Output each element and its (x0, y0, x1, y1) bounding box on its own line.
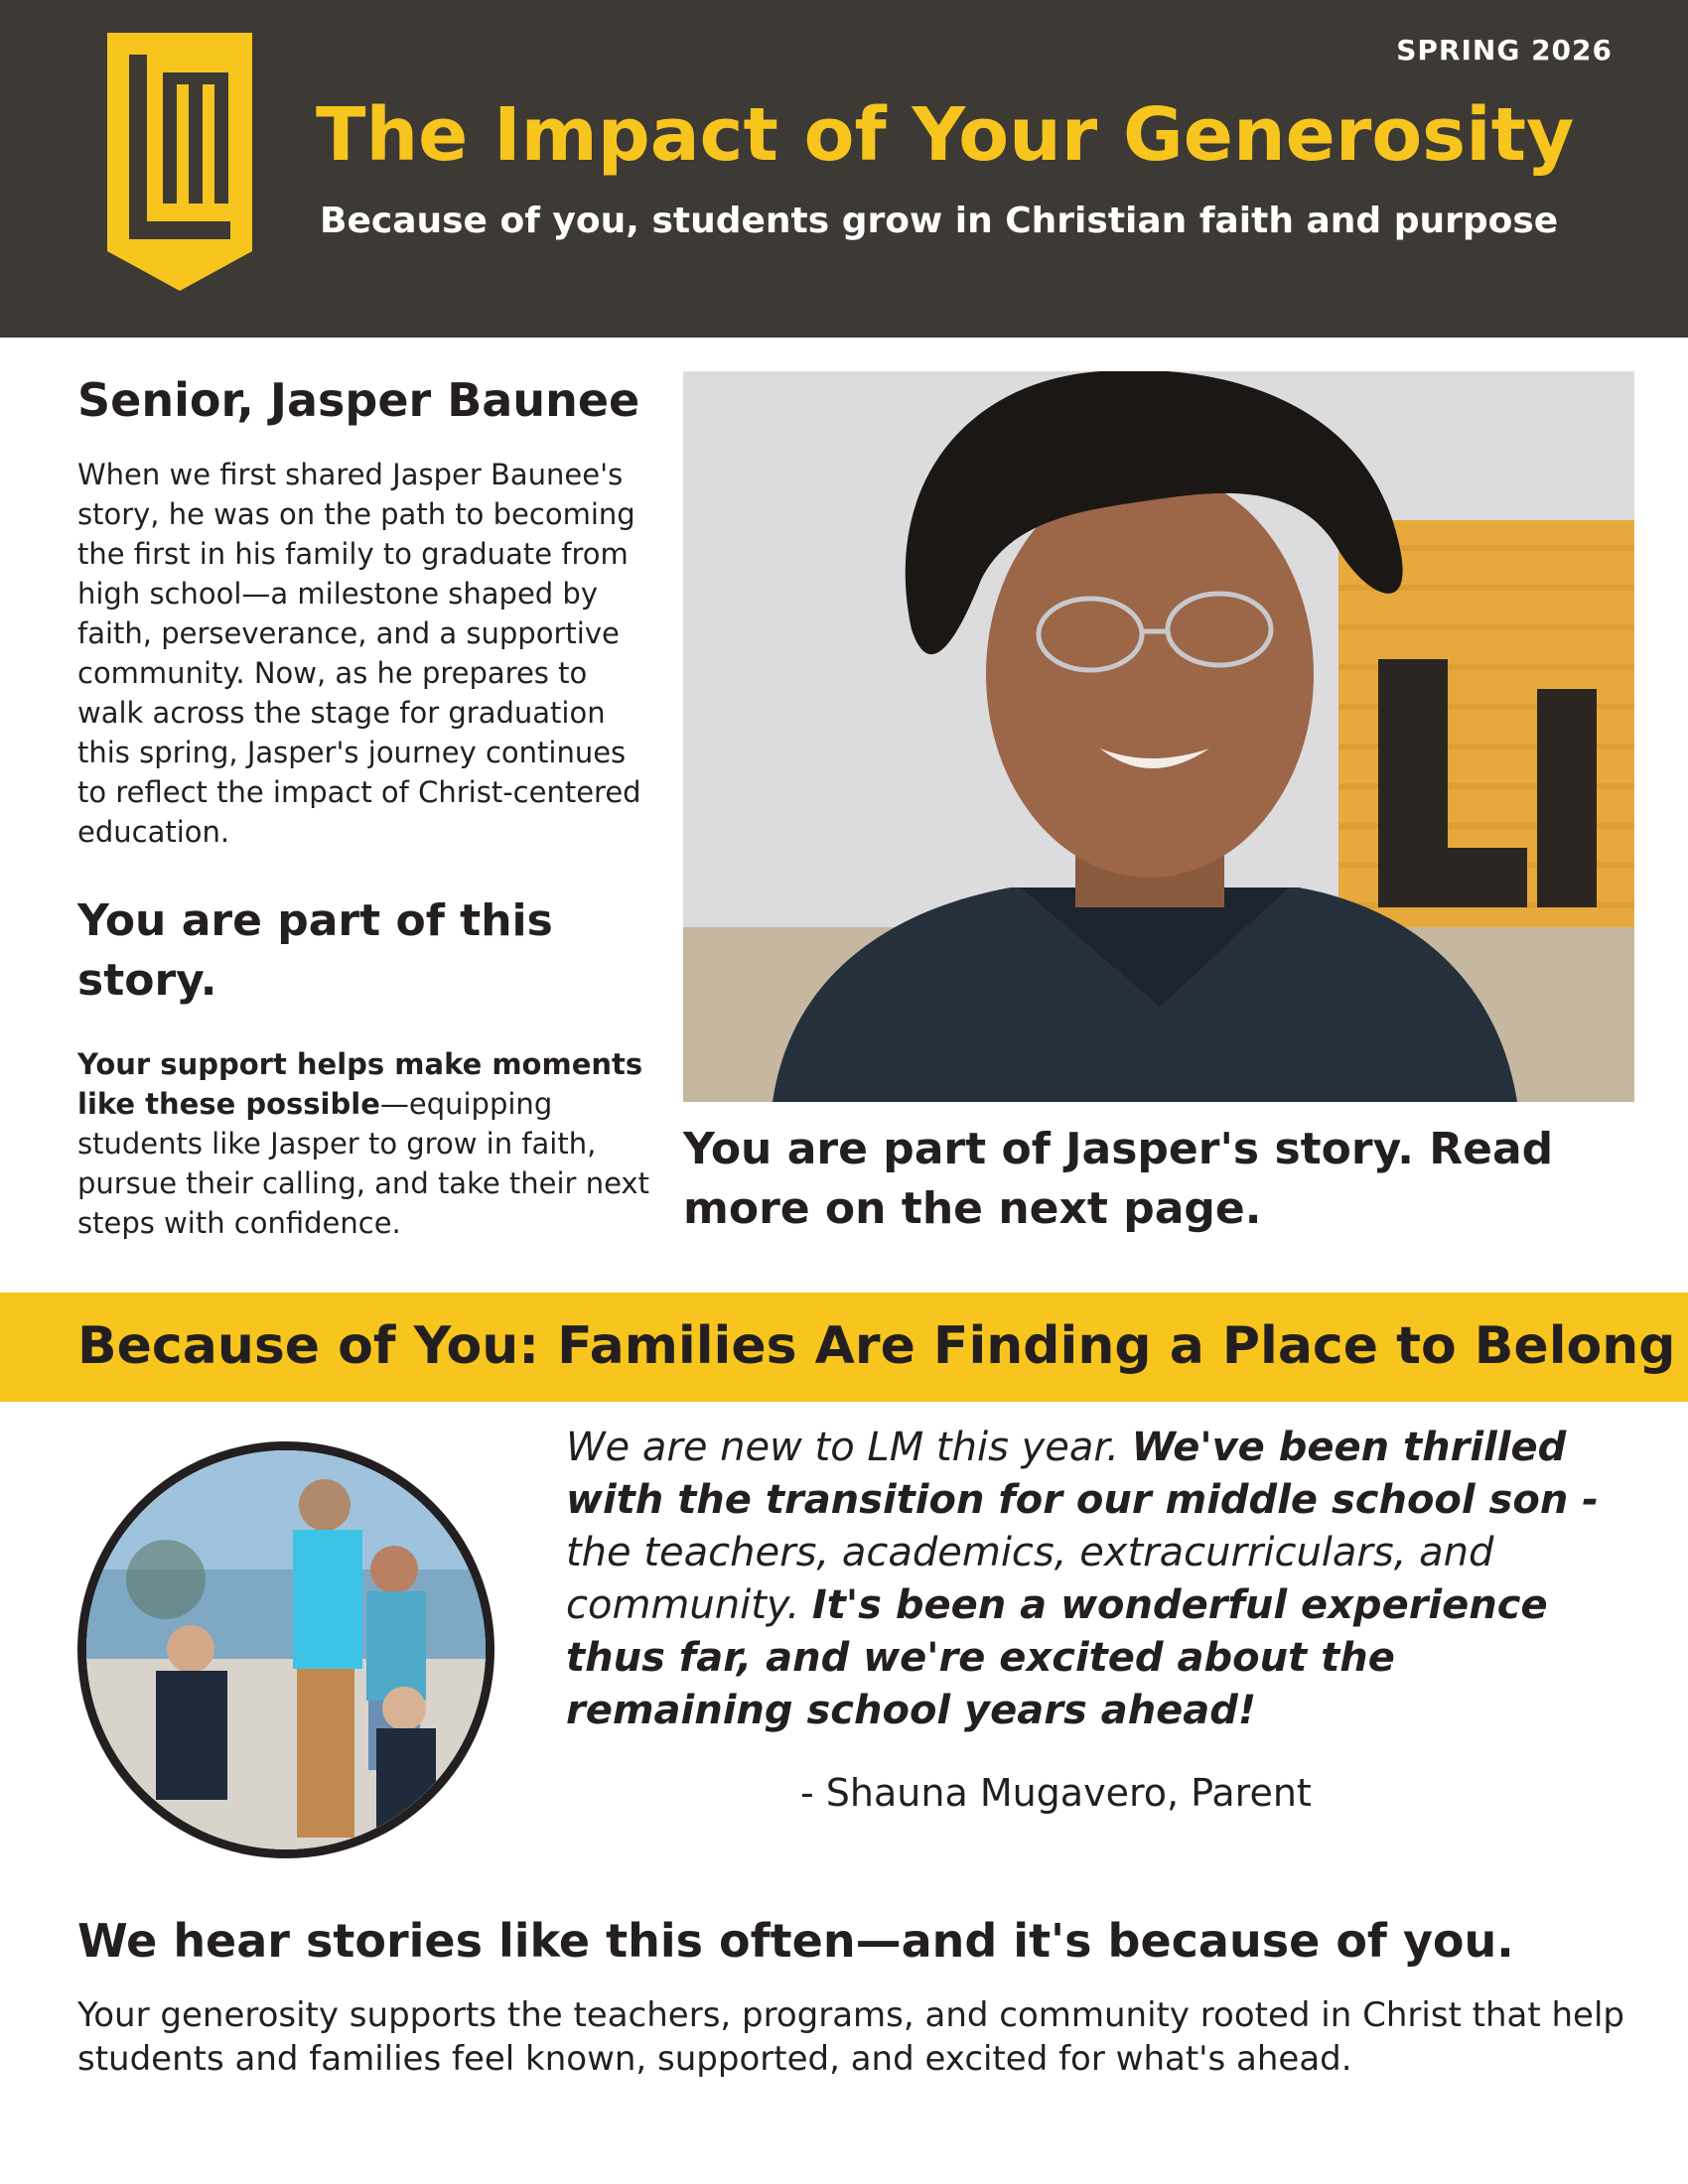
story-body: When we first shared Jasper Baunee's story, he was on the path to becoming the first in his family to graduate from high school—a milestone shaped by faith, perseverance, and a supportive community. Now, as he prepares to walk across the stage for graduation this spring, Jasper's journey continues to reflect the impact of Christ-centered education. (77, 458, 641, 849)
parent-quote (566, 1422, 1618, 1737)
family-photo (77, 1441, 494, 1858)
page-subtitle: Because of you, students grow in Christian faith and purpose (320, 201, 1559, 241)
quote-part-1: We are new to LM this year. (566, 1425, 1132, 1470)
lm-logo-icon (107, 33, 252, 291)
page-header (0, 0, 1688, 338)
student-photo (683, 371, 1634, 1102)
families-banner (0, 1293, 1688, 1402)
student-photo-illustration (683, 371, 1634, 1102)
part-of-story-heading: You are part of this story. (77, 895, 553, 1006)
support-paragraph (77, 1044, 653, 1243)
closing-body: Your generosity supports the teachers, programs, and community rooted in Christ that help students and families feel known, supported, and excited for what's ahead. (77, 1995, 1624, 2079)
quote-attribution: - Shauna Mugavero, Parent (800, 1771, 1312, 1815)
story-heading: Senior, Jasper Baunee (77, 373, 640, 427)
closing-heading: We hear stories like this often—and it's because of you. (77, 1914, 1514, 1968)
families-banner-title: Because of You: Families Are Finding a Place to Belong (77, 1316, 1676, 1376)
quote-part-4: It's been a wonderful experience thus far, and we're excited about the remaining school years ahead! (566, 1582, 1548, 1733)
support-bold-text: Your support helps make moments like these possible (77, 1047, 643, 1121)
quote-part-3: the teachers, academics, extracurriculars, and community. (566, 1530, 1494, 1628)
support-text: —equipping students like Jasper to grow in faith, pursue their calling, and take their next steps with confidence. (77, 1087, 649, 1240)
family-photo-illustration (86, 1450, 486, 1849)
season-label: SPRING 2026 (1396, 34, 1613, 67)
photo-caption: You are part of Jasper's story. Read more on the next page. (683, 1124, 1554, 1234)
page-title: The Impact of Your Generosity (316, 92, 1575, 178)
quote-part-2: We've been thrilled with the transition for our middle school son - (566, 1425, 1599, 1523)
